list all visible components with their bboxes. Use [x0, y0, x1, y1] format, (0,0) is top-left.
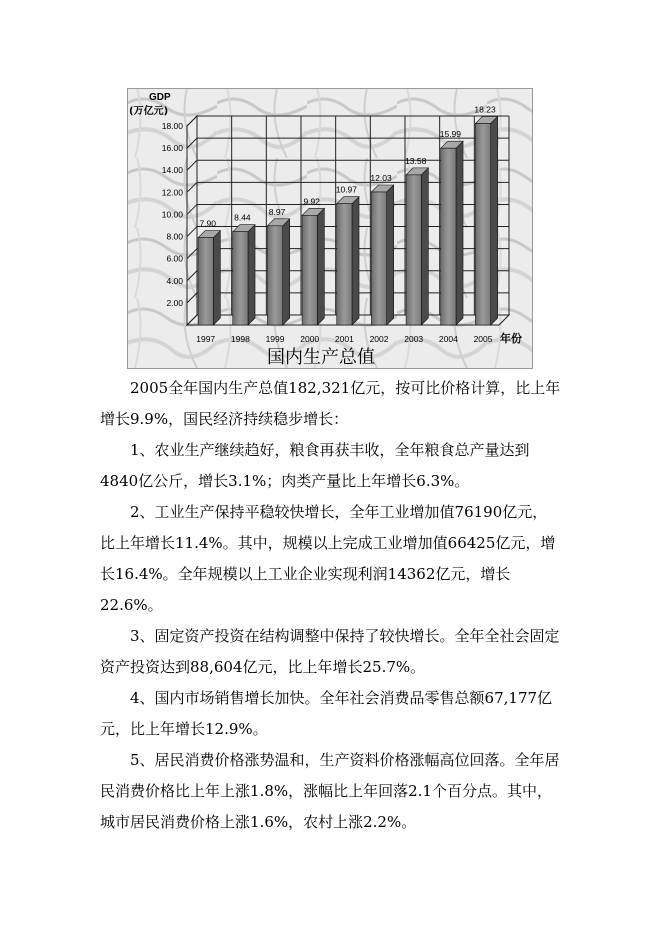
bar-value-label: 7.90	[199, 218, 216, 229]
bar-front	[267, 226, 282, 325]
y-axis-label-line2: (万亿元)	[129, 106, 169, 117]
bar	[267, 219, 289, 325]
x-tick-label: 1998	[230, 334, 250, 344]
bar-value-label: 10.97	[335, 184, 358, 195]
y-tick-label: 18.00	[161, 121, 183, 131]
x-tick-label: 2003	[404, 334, 424, 344]
bar	[371, 185, 393, 325]
bar-side	[352, 197, 359, 325]
document-body	[100, 373, 562, 838]
industry-paragraph: 2、工业生产保持平稳较快增长，全年工业增加值76190亿元，比上年增长11.4%。其中，规模以上完成工业增加值66425亿元，增长16.4%。全年规模以上工业企业实现利润14362亿元，增长22.6%。	[100, 503, 556, 614]
bar-front	[406, 175, 421, 325]
bar	[302, 208, 324, 325]
bar	[475, 116, 497, 325]
x-tick-label: 1997	[196, 334, 216, 344]
agriculture-paragraph: 1、农业生产继续趋好，粮食再获丰收，全年粮食总产量达到4840亿公斤，增长3.1%；肉类产量比上年增长6.3%。	[100, 441, 530, 490]
bar-side	[421, 168, 428, 325]
y-tick-label: 16.00	[161, 143, 183, 154]
bar-side	[317, 208, 324, 325]
gdp-chart	[127, 88, 533, 369]
y-tick-label: 14.00	[161, 165, 183, 176]
y-tick-label: 12.00	[161, 187, 183, 198]
investment-paragraph: 3、固定资产投资在结构调整中保持了较快增长。全年全社会固定资产投资达到88,604亿元，比上年增长25.7%。	[100, 627, 560, 676]
bar-front	[475, 123, 490, 325]
bar-side	[213, 231, 220, 325]
y-axis-label-line1: GDP	[149, 92, 171, 103]
prices-paragraph: 5、居民消费价格涨势温和，生产资料价格涨幅高位回落。全年居民消费价格比上年上涨1.8%，涨幅比上年回落2.1个百分点。其中，城市居民消费价格上涨1.6%，农村上涨2.2%。	[100, 751, 560, 831]
bar-front	[302, 215, 317, 325]
x-tick-label: 2004	[438, 334, 458, 344]
x-tick-label: 2000	[300, 334, 320, 344]
x-tick-label: 2002	[369, 334, 389, 344]
bar-front	[441, 148, 456, 325]
bar	[233, 225, 255, 325]
retail-paragraph: 4、国内市场销售增长加快。全年社会消费品零售总额67,177亿元，比上年增长12.9%。	[100, 689, 553, 738]
bar-value-label: 9.92	[303, 196, 320, 207]
y-tick-label: 2.00	[166, 297, 183, 308]
bar-front	[371, 192, 386, 325]
bar	[198, 231, 220, 325]
bar-side	[456, 141, 463, 325]
bar	[441, 141, 463, 325]
bar-value-label: 13.58	[405, 155, 427, 166]
y-tick-label: 4.00	[166, 275, 183, 286]
bar-front	[337, 204, 352, 325]
chart-title: 国内生产总值	[267, 347, 375, 368]
bar-value-label: 12.03	[370, 173, 392, 184]
bar-side	[248, 225, 255, 325]
x-tick-label: 1999	[265, 334, 285, 344]
bar-value-label: 15.99	[439, 129, 462, 140]
bar	[406, 168, 428, 325]
bar-side	[491, 116, 498, 325]
x-tick-label: 2005	[473, 334, 493, 344]
y-tick-label: 10.00	[161, 209, 183, 220]
gdp-chart-svg	[127, 88, 533, 369]
bar-side	[387, 185, 394, 325]
chart-background	[128, 89, 533, 369]
intro-paragraph: 2005全年国内生产总值182,321亿元，按可比价格计算，比上年增长9.9%，国民经济持续稳步增长：	[100, 379, 561, 428]
y-tick-label: 8.00	[166, 231, 183, 242]
bar-front	[198, 238, 213, 325]
y-tick-label: 6.00	[166, 253, 183, 264]
bar-value-label: 8.44	[234, 212, 251, 223]
x-tick-label: 2001	[334, 334, 354, 344]
bar-value-label: 8.97	[268, 206, 286, 217]
x-axis-label: 年份	[500, 332, 522, 345]
bar-side	[283, 219, 290, 325]
bar-value-label: 18.23	[474, 104, 496, 115]
bar	[337, 197, 359, 325]
bar-front	[233, 232, 248, 325]
